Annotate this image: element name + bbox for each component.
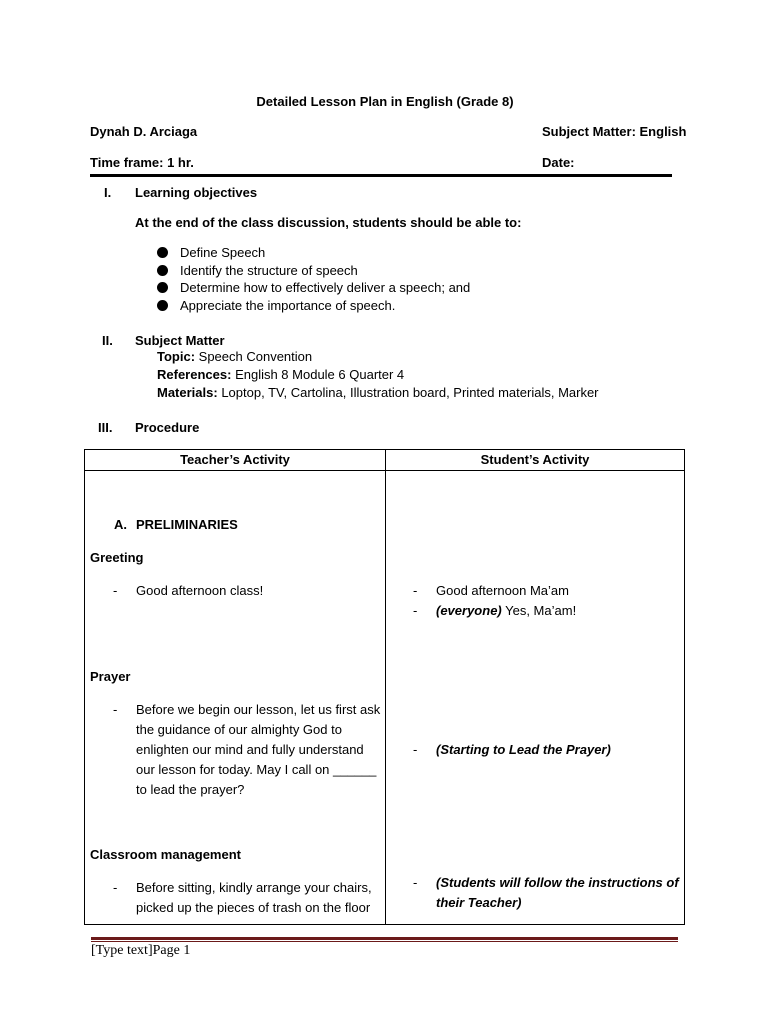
classroom-teacher: Before sitting, kindly arrange your chairs, picked up the pieces of trash on the floor [136,880,372,915]
section-1-heading: Learning objectives [135,185,258,200]
section-1-number: I. [104,185,112,200]
section-3-heading: Procedure [135,420,200,435]
list-dash: - [113,583,118,598]
bullet-icon [157,282,168,293]
section-2-number: II. [102,333,113,348]
list-dash: - [413,875,418,890]
footer-rule-thin [91,941,678,942]
column-divider [385,450,386,924]
procedure-table [84,449,685,925]
objective-item: Determine how to effectively deliver a speech; and [157,280,470,295]
references-line: References: English 8 Module 6 Quarter 4 [157,367,405,382]
prayer-teacher: Before we begin our lesson, let us first ask the guidance of our almighty God to enlighten our mind and fully understand our lesson for today. May I call on ______ to lead the prayer? [136,702,381,797]
list-dash: - [413,742,418,757]
classroom-heading: Classroom management [90,847,241,862]
header-rule [90,174,672,177]
time-frame: Time frame: 1 hr. [90,155,194,170]
topic-line: Topic: Speech Convention [157,349,313,364]
section-3-number: III. [98,420,113,435]
objective-item: Appreciate the importance of speech. [157,298,395,313]
greeting-student-1: Good afternoon Ma’am [436,583,569,598]
objectives-intro: At the end of the class discussion, students should be able to: [135,215,522,230]
bullet-icon [157,265,168,276]
teacher-activity-header: Teacher’s Activity [180,452,290,467]
date-label: Date: [542,155,575,170]
document-title: Detailed Lesson Plan in English (Grade 8) [256,94,514,109]
prayer-student: (Starting to Lead the Prayer) [436,742,611,757]
objective-item: Define Speech [157,245,265,260]
author-name: Dynah D. Arciaga [90,124,198,139]
classroom-student: (Students will follow the instructions of their Teacher) [436,875,679,910]
prayer-heading: Prayer [90,669,131,684]
greeting-heading: Greeting [90,550,144,565]
student-activity-header: Student’s Activity [480,452,590,467]
list-dash: - [113,702,118,717]
list-dash: - [413,603,418,618]
section-2-heading: Subject Matter [135,333,225,348]
bullet-icon [157,247,168,258]
bullet-icon [157,300,168,311]
list-dash: - [113,880,118,895]
materials-line: Materials: Loptop, TV, Cartolina, Illustration board, Printed materials, Marker [157,385,599,400]
preliminaries-letter: A. [114,517,127,532]
objective-item: Identify the structure of speech [157,263,358,278]
footer-rule [91,937,678,940]
greeting-teacher: Good afternoon class! [136,583,264,598]
subject-matter: Subject Matter: English [542,124,687,139]
greeting-student-2: (everyone) Yes, Ma’am! [436,603,577,618]
page-footer: [Type text]Page 1 [91,943,191,958]
list-dash: - [413,583,418,598]
preliminaries-heading: PRELIMINARIES [136,517,238,532]
